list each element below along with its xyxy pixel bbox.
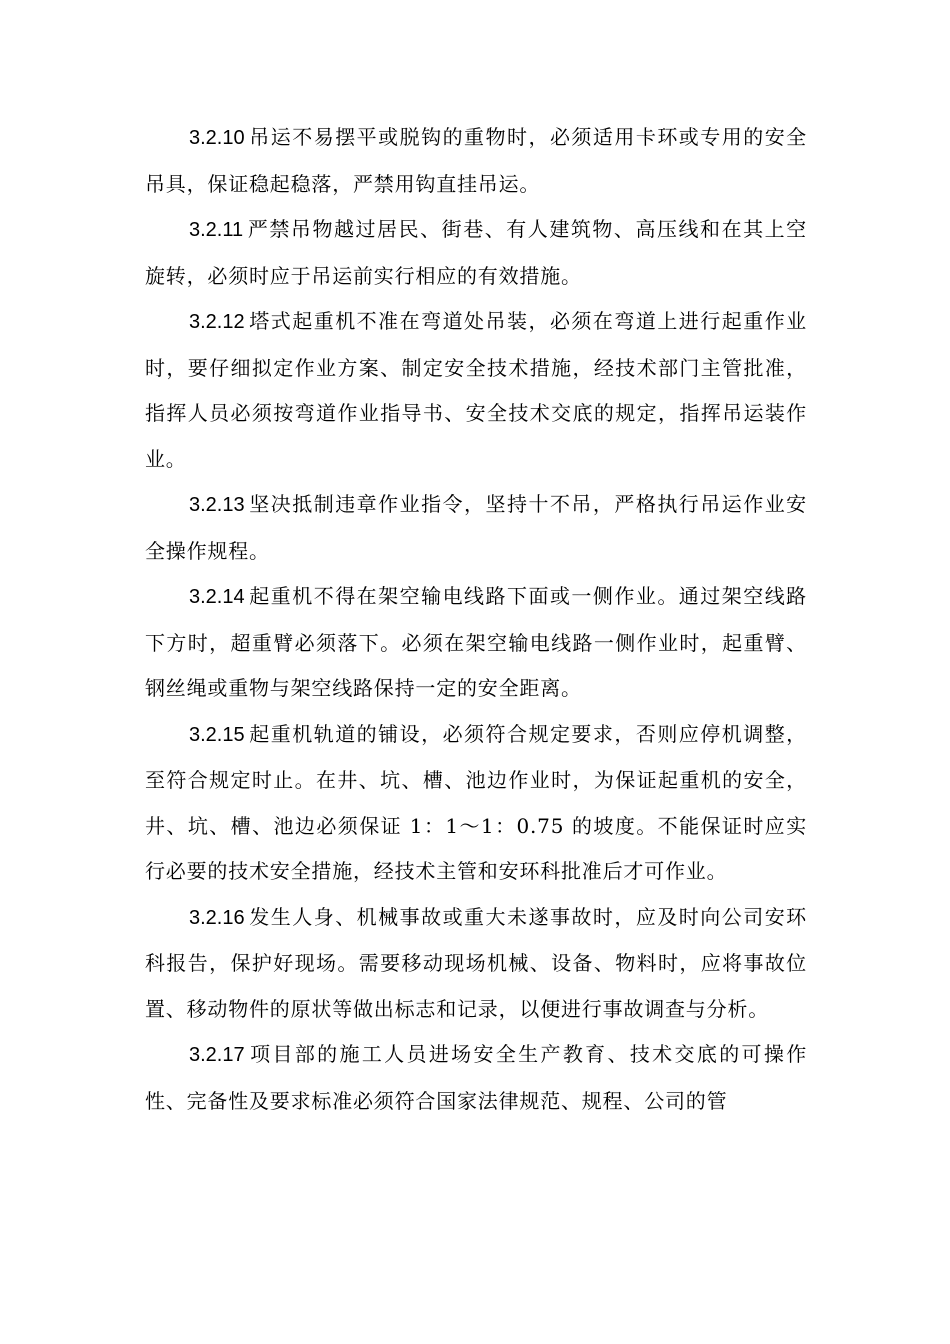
- clause-text: 发生人身、机械事故或重大未遂事故时，应及时向公司安环科报告，保护好现场。需要移动现场机械、设备、物料时，应将事故位置、移动物件的原状等做出标志和记录，以便进行事故调查与分析。: [145, 904, 807, 1021]
- clause-number: 3.2.14: [189, 586, 245, 608]
- clause-number: 3.2.17: [189, 1044, 245, 1066]
- clause-3-2-17: [145, 1032, 807, 1124]
- clause-text: 起重机不得在架空输电线路下面或一侧作业。通过架空线路下方时，超重臂必须落下。必须在架空输电线路一侧作业时，起重臂、钢丝绳或重物与架空线路保持一定的安全距离。: [145, 584, 807, 700]
- clause-text: 项目部的施工人员进场安全生产教育、技术交底的可操作性、完备性及要求标准必须符合国家法律规范、规程、公司的管: [145, 1042, 807, 1113]
- clause-3-2-11: [145, 207, 807, 299]
- clause-number: 3.2.16: [189, 906, 245, 929]
- clause-text: 坚决抵制违章作业指令，坚持十不吊，严格执行吊运作业安全操作规程。: [145, 492, 807, 563]
- clause-number: 3.2.12: [189, 311, 245, 333]
- clause-3-2-14: [145, 574, 807, 712]
- clause-number: 3.2.13: [189, 494, 245, 516]
- clause-3-2-15: [145, 712, 807, 895]
- clause-3-2-12: [145, 299, 807, 482]
- clause-3-2-16: [145, 895, 807, 1033]
- clause-3-2-13: [145, 482, 807, 574]
- clause-text: 吊运不易摆平或脱钩的重物时，必须适用卡环或专用的安全吊具，保证稳起稳落，严禁用钩直挂吊运。: [145, 125, 807, 196]
- clause-3-2-10: [145, 115, 807, 207]
- clause-number: 3.2.11: [189, 219, 244, 241]
- clause-text: 起重机轨道的铺设，必须符合规定要求，否则应停机调整，至符合规定时止。在井、坑、槽、池边作业时，为保证起重机的安全，井、坑、槽、池边必须保证 1：1～1：0.75 的坡度。不能保证时应实行必要的技术安全措施，经技术主管和安环科批准后才可作业。: [145, 721, 807, 883]
- clause-text: 严禁吊物越过居民、街巷、有人建筑物、高压线和在其上空旋转，必须时应于吊运前实行相应的有效措施。: [145, 217, 807, 288]
- clause-text: 塔式起重机不准在弯道处吊装，必须在弯道上进行起重作业时，要仔细拟定作业方案、制定安全技术措施，经技术部门主管批准，指挥人员必须按弯道作业指导书、安全技术交底的规定，指挥吊运装作业。: [145, 309, 807, 471]
- clause-number: 3.2.15: [189, 723, 245, 746]
- clause-number: 3.2.10: [189, 127, 245, 149]
- document-page: [145, 115, 807, 1124]
